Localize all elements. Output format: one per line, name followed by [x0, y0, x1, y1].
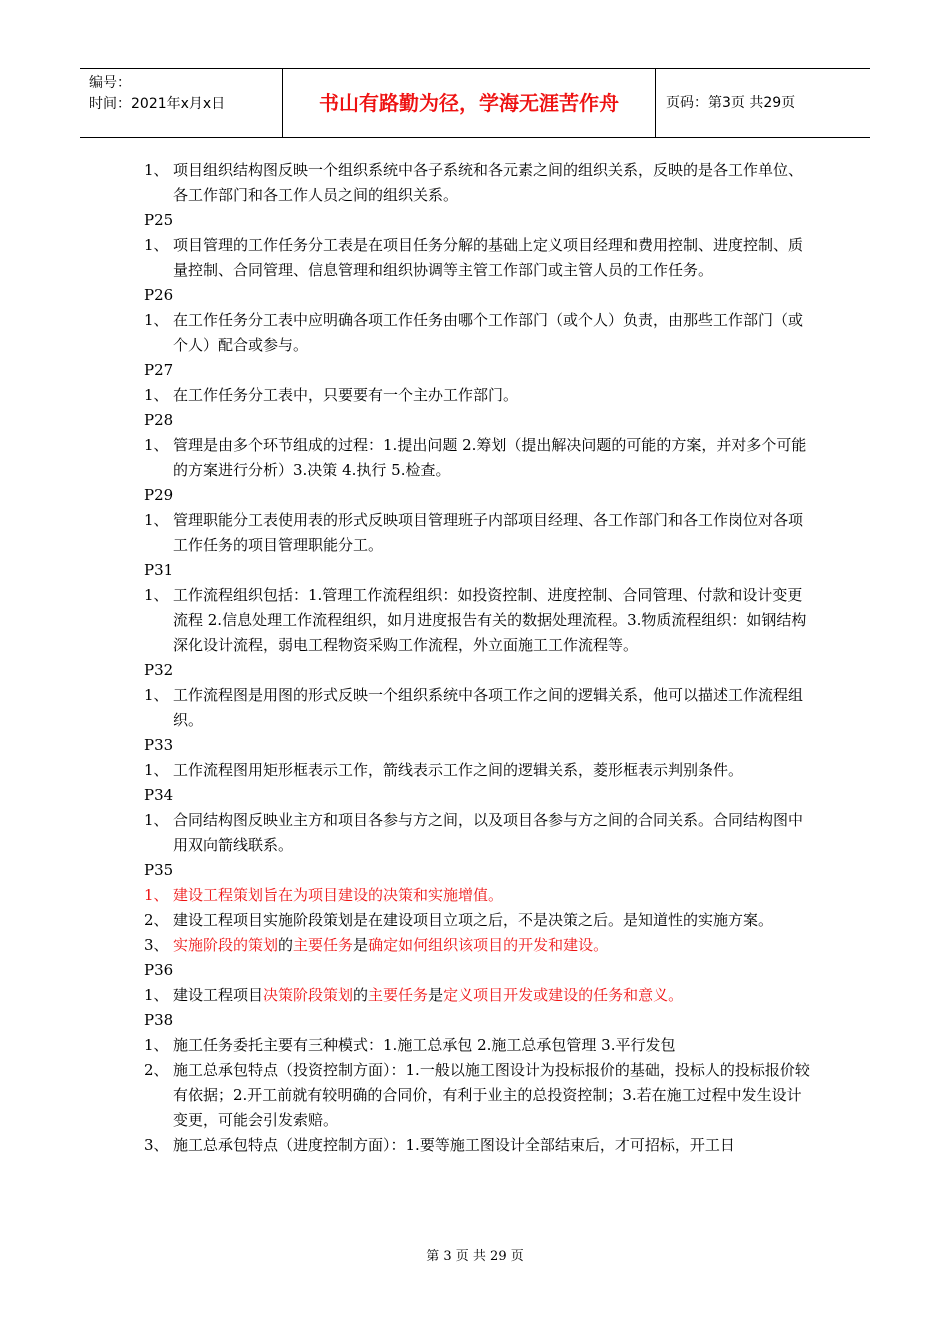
list-item-number: 1、	[144, 686, 169, 704]
document-date-label: 时间：2021年x月x日	[89, 96, 226, 112]
list-item-text	[173, 883, 812, 908]
list-item-text	[173, 308, 812, 358]
header-table	[80, 68, 870, 138]
list-item-text	[173, 508, 812, 558]
list-item-number: 1、	[144, 311, 169, 329]
section-heading: P25	[144, 211, 174, 229]
text-segment: 在工作任务分工表中，只要要有一个主办工作部门。	[173, 386, 519, 404]
text-segment: 项目组织结构图反映一个组织系统中各子系统和各元素之间的组织关系，反映的是各工作单位、各工作部门和各工作人员之间的组织关系。	[173, 161, 804, 204]
list-item-number: 2、	[144, 911, 169, 929]
section-heading: P31	[144, 561, 174, 579]
list-item-number: 3、	[144, 1136, 169, 1154]
text-segment: 工作流程图用矩形框表示工作，箭线表示工作之间的逻辑关系，菱形框表示判别条件。	[173, 761, 744, 779]
list-item-text	[173, 1133, 812, 1158]
highlighted-text: 确定如何组织该项目的开发和建设。	[368, 936, 609, 954]
text-segment: 工作流程组织包括：1.管理工作流程组织：如投资控制、进度控制、合同管理、付款和设计变更流程 2.信息处理工作流程组织，如月进度报告有关的数据处理流程。3.物质流程组织：如钢结构深化设计流程，弱电工程物资采购工作流程，外立面施工工作流程等。	[173, 586, 807, 654]
list-item-text	[173, 758, 812, 783]
section-heading: P29	[144, 486, 174, 504]
highlighted-text: 定义项目开发或建设的任务和意义。	[443, 986, 684, 1004]
list-item-number: 1、	[144, 1036, 169, 1054]
section-heading: P38	[144, 1011, 174, 1029]
list-item	[144, 158, 812, 208]
list-item-text	[173, 1058, 812, 1133]
text-segment: 施工总承包特点（进度控制方面）：1.要等施工图设计全部结束后，才可招标，开工日	[173, 1136, 735, 1154]
text-segment: 是	[428, 986, 444, 1004]
text-segment: 施工任务委托主要有三种模式：1.施工总承包 2.施工总承包管理 3.平行发包	[173, 1036, 676, 1054]
section-heading: P34	[144, 786, 174, 804]
highlighted-text: 主要任务	[368, 986, 429, 1004]
list-item-text	[173, 908, 812, 933]
highlighted-text: 建设工程策划旨在为项目建设的决策和实施增值。	[173, 886, 504, 904]
list-item	[144, 933, 812, 958]
list-item	[144, 233, 812, 283]
text-segment: 合同结构图反映业主方和项目各参与方之间，以及项目各参与方之间的合同关系。合同结构图中用双向箭线联系。	[173, 811, 804, 854]
list-item	[144, 508, 812, 558]
list-item	[144, 308, 812, 358]
list-item	[144, 883, 812, 908]
text-segment: 工作流程图是用图的形式反映一个组织系统中各项工作之间的逻辑关系，他可以描述工作流程组织。	[173, 686, 804, 729]
list-item	[144, 808, 812, 858]
list-item-number: 1、	[144, 511, 169, 529]
section-heading: P26	[144, 286, 174, 304]
text-segment: 在工作任务分工表中应明确各项工作任务由哪个工作部门（或个人）负责，由那些工作部门（或个人）配合或参与。	[173, 311, 804, 354]
list-item-number: 2、	[144, 1061, 169, 1079]
list-item-text	[173, 933, 812, 958]
section-heading: P32	[144, 661, 174, 679]
document-number-label: 编号：	[89, 75, 131, 91]
list-item-text	[173, 383, 812, 408]
list-item-text	[173, 433, 812, 483]
list-item-number: 3、	[144, 936, 169, 954]
list-item-text	[173, 808, 812, 858]
list-item	[144, 433, 812, 483]
text-segment: 的	[278, 936, 294, 954]
list-item-number: 1、	[144, 761, 169, 779]
text-segment: 建设工程项目实施阶段策划是在建设项目立项之后，不是决策之后。是知道性的实施方案。	[173, 911, 774, 929]
section-heading: P35	[144, 861, 174, 879]
text-segment: 施工总承包特点（投资控制方面）：1.一般以施工图设计为投标报价的基础，投标人的投标报价较有依据；2.开工前就有较明确的合同价，有利于业主的总投资控制；3.若在施工过程中发生设计变更，可能会引发索赔。	[173, 1061, 810, 1129]
list-item-number: 1、	[144, 236, 169, 254]
list-item-number: 1、	[144, 161, 169, 179]
list-item-text	[173, 583, 812, 658]
page-footer: 第 3 页 共 29 页	[426, 1249, 524, 1264]
list-item	[144, 383, 812, 408]
section-heading: P28	[144, 411, 174, 429]
text-segment: 建设工程项目	[173, 986, 264, 1004]
list-item-number: 1、	[144, 886, 169, 904]
list-item-text	[173, 683, 812, 733]
section-heading: P27	[144, 361, 174, 379]
header-page-label: 页码：第3页 共29页	[666, 95, 796, 111]
list-item	[144, 583, 812, 658]
list-item-text	[173, 1033, 812, 1058]
list-item	[144, 1133, 812, 1158]
highlighted-text: 决策阶段策划	[263, 986, 354, 1004]
section-heading: P36	[144, 961, 174, 979]
list-item-text	[173, 158, 812, 208]
list-item-number: 1、	[144, 811, 169, 829]
text-segment: 管理是由多个环节组成的过程：1.提出问题 2.筹划（提出解决问题的可能的方案，并对多个可能的方案进行分析）3.决策 4.执行 5.检查。	[173, 436, 807, 479]
document-body	[144, 158, 812, 1158]
text-segment: 项目管理的工作任务分工表是在项目任务分解的基础上定义项目经理和费用控制、进度控制、质量控制、合同管理、信息管理和组织协调等主管工作部门或主管人员的工作任务。	[173, 236, 804, 279]
header-meta	[80, 69, 283, 137]
list-item	[144, 758, 812, 783]
list-item	[144, 1033, 812, 1058]
header-motto: 书山有路勤为径，学海无涯苦作舟	[283, 69, 656, 137]
text-segment: 管理职能分工表使用表的形式反映项目管理班子内部项目经理、各工作部门和各工作岗位对各项工作任务的项目管理职能分工。	[173, 511, 804, 554]
list-item	[144, 1058, 812, 1133]
highlighted-text: 主要任务	[293, 936, 354, 954]
text-segment: 的	[353, 986, 369, 1004]
section-heading: P33	[144, 736, 174, 754]
list-item-number: 1、	[144, 986, 169, 1004]
text-segment: 是	[353, 936, 369, 954]
list-item	[144, 983, 812, 1008]
list-item-text	[173, 233, 812, 283]
list-item	[144, 908, 812, 933]
list-item-text	[173, 983, 812, 1008]
list-item-number: 1、	[144, 586, 169, 604]
highlighted-text: 实施阶段的策划	[173, 936, 279, 954]
list-item	[144, 683, 812, 733]
list-item-number: 1、	[144, 386, 169, 404]
list-item-number: 1、	[144, 436, 169, 454]
